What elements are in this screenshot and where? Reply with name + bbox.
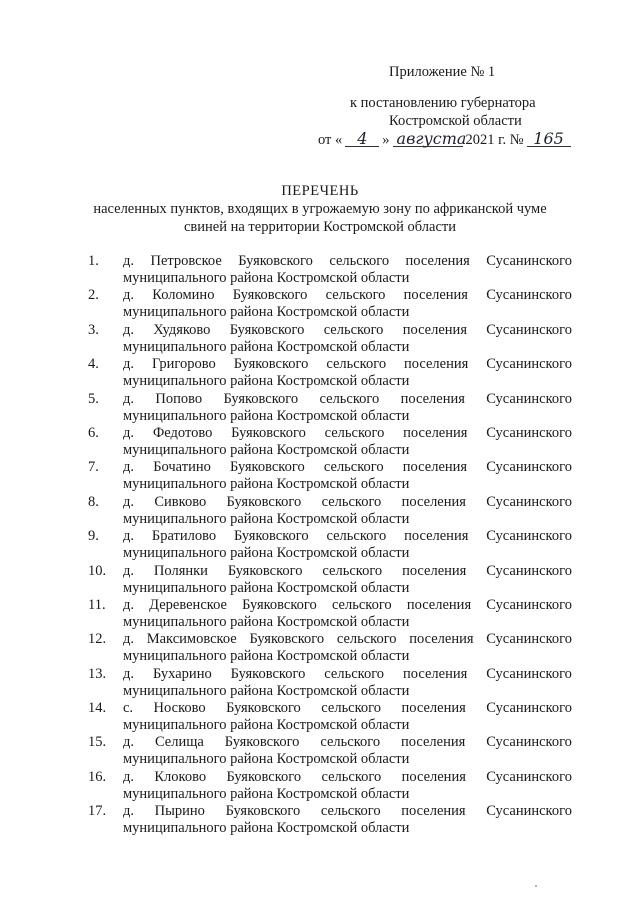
list-item-word: Буяковского [230,459,305,476]
appendix-decree-line: к постановлению губернатора [350,95,536,111]
list-item-word: сельского [320,803,381,820]
list-item-word: Буяковского [238,253,313,269]
list-item-word: д. [123,562,135,579]
list-item-number: 11. [88,596,106,613]
document-subtitle-line2: свиней на территории Костромской области [183,219,457,235]
list-item [88,459,572,493]
list-item-word: Коломино [152,287,215,304]
list-item-line1 [123,528,572,545]
list-item-word: сельского [326,528,387,545]
list-item-word: Сусанинского [486,287,572,304]
list-item-line2: муниципального района Костромской области [123,579,410,596]
list-item-word: Селища [154,734,204,751]
list-item-word: д. [123,287,135,304]
list-item-word: поселения [403,424,468,441]
list-item [88,734,572,768]
list-item-word: Носково [153,700,206,717]
list-item-word: поселения [401,700,466,717]
list-item-word: д. [123,356,135,373]
list-item-word: Буяковского [233,356,309,373]
list-item-word: Худяково [153,321,211,338]
list-item-word: Буяковского [226,493,302,510]
appendix-number: Приложение № 1 [389,64,496,80]
list-item-line1 [123,631,572,648]
list-item-word: Сусанинского [486,424,572,441]
list-item-word: Сусанинского [486,562,572,579]
list-item-number: 17. [88,803,107,820]
list-item-line1 [123,700,572,717]
list-item-word: д. [123,528,135,545]
list-item-word: поселения [409,631,474,648]
list-item-word: д. [123,459,135,476]
list-item [88,322,572,356]
list-item [88,391,572,425]
list-item-line2: муниципального района Костромской области [123,441,410,458]
list-item [88,356,572,390]
list-item-line1 [123,563,572,580]
list-item-word: поселения [401,768,466,785]
list-item-line1 [123,597,572,614]
date-year: 2021 г. № [465,132,524,148]
document-subtitle-line1: населенных пунктов, входящих в угрожаемую зону по африканской чуме [93,201,547,217]
list-item-line2: муниципального района Костромской области [123,407,410,424]
list-item-word: д. [123,596,135,613]
list-item-word: д. [123,734,135,751]
list-item-number: 5. [88,390,99,407]
list-item-word: поселения [400,390,465,407]
list-item-line2: муниципального района Костромской области [123,613,410,630]
list-item-word: сельского [321,700,382,717]
list-item [88,563,572,597]
list-item-word: Сусанинского [486,665,572,682]
list-item-number: 16. [88,768,107,785]
list-item-line1 [123,356,572,373]
list-item-word: д. [123,253,135,269]
list-item-word: д. [123,493,135,510]
list-item-line1 [123,391,572,408]
list-item-word: Буяковского [227,562,303,579]
list-item-word: Петровское [150,253,222,269]
list-item [88,631,572,665]
list-item-word: поселения [406,596,472,613]
list-item-number: 4. [88,356,99,373]
list-item-line2: муниципального района Костромской области [123,820,410,837]
handwritten-day: 4 [345,131,379,147]
list-item-number: 2. [88,287,99,304]
list-item [88,666,572,700]
list-item-word: Клоково [154,768,207,785]
list-item-word: Бочатино [153,459,211,476]
list-item-word: сельского [326,356,387,373]
list-item-word: Сусанинского [486,321,572,338]
list-item [88,253,572,287]
list-item-word: Буяковского [230,665,306,682]
list-item-word: поселения [404,356,469,373]
list-item-line2: муниципального района Костромской области [123,682,410,699]
list-item-word: сельского [324,424,385,441]
list-item-word: Григорово [151,356,216,373]
list-item [88,425,572,459]
list-item-word: Сусанинского [486,734,572,751]
list-item-word: Буяковского [231,424,306,441]
list-item-number: 12. [88,631,107,648]
list-item-word: Сусанинского [486,803,572,820]
appendix-region-line: Костромской области [389,113,522,129]
list-item-word: сельского [321,768,382,785]
list-item-line2: муниципального района Костромской области [123,338,410,355]
list-item [88,494,572,528]
list-item-line1 [123,253,572,270]
list-item-number: 15. [88,734,107,751]
list-item-word: Пырино [154,803,205,820]
document-title: ПЕРЕЧЕНЬ [281,183,359,199]
list-item [88,528,572,562]
list-item-number: 6. [88,424,99,441]
list-item-word: поселения [402,562,467,579]
list-item-line1 [123,803,572,820]
list-item-word: Максимовское [146,631,237,648]
list-item [88,700,572,734]
list-item-word: Сусанинского [486,528,572,545]
list-item-word: Федотово [152,424,213,441]
list-item-word: д. [123,424,135,441]
list-item-word: Сусанинского [486,768,572,785]
list-item-number: 1. [88,253,99,269]
list-item [88,769,572,803]
list-item-word: Попово [155,390,203,407]
list-item-word: д. [123,390,135,407]
list-item-word: Сусанинского [486,356,572,373]
list-item-word: Сусанинского [486,631,572,648]
list-item-line2: муниципального района Костромской области [123,785,410,802]
list-item-word: Буяковского [233,528,309,545]
list-item-word: сельского [336,631,397,648]
list-item-word: Буяковского [249,631,325,648]
list-item-word: Буяковского [232,287,308,304]
list-item-word: Буяковского [223,390,299,407]
list-item-line2: муниципального района Костромской области [123,270,410,286]
list-item-number: 10. [88,562,107,579]
list-item-line2: муниципального района Костромской области [123,717,410,734]
list-item-word: сельского [323,459,384,476]
list-item-word: д. [123,665,135,682]
list-item-line1 [123,322,572,339]
list-item-word: поселения [405,253,470,269]
list-item-line1 [123,494,572,511]
list-item-word: д. [123,321,135,338]
list-item-word: сельского [319,390,380,407]
date-prefix: от « [318,132,343,148]
list-item-word: сельского [321,493,382,510]
list-item-line1 [123,734,572,751]
list-item-word: Сусанинского [486,459,572,476]
handwritten-month: августа [393,131,463,147]
list-item-word: сельского [329,253,390,269]
list-item-word: поселения [403,287,468,304]
list-item-line2: муниципального района Костромской области [123,510,410,527]
list-item-word: д. [123,803,135,820]
list-item-word: поселения [401,734,466,751]
list-item-line1 [123,459,572,476]
list-item-word: Буяковского [224,734,300,751]
list-item-line1 [123,666,572,683]
list-item-word: поселения [402,321,467,338]
list-item-word: сельского [322,562,383,579]
list-item-line2: муниципального района Костромской области [123,476,410,493]
list-item-line2: муниципального района Костромской области [123,304,410,321]
list-item-word: Сусанинского [486,596,572,613]
list-item-word: Сусанинского [486,493,572,510]
appendix-date-line [318,131,571,149]
settlement-list [88,253,572,838]
list-item-word: Полянки [153,562,208,579]
list-item-word: сельского [324,665,385,682]
list-item-number: 3. [88,321,99,338]
list-item-word: сельского [323,321,384,338]
list-item-word: поселения [401,493,466,510]
list-item-line2: муниципального района Костромской области [123,545,410,562]
list-item-line1 [123,287,572,304]
list-item-word: Бухарино [152,665,212,682]
list-item-word: поселения [402,459,468,476]
list-item-word: с. [123,700,134,717]
list-item-word: поселения [402,665,468,682]
list-item-word: Буяковского [242,596,317,613]
scan-speck [535,885,537,887]
list-item-number: 9. [88,528,99,545]
list-item-line2: муниципального района Костромской области [123,648,410,665]
list-item-word: Деревенское [149,596,227,613]
list-item-number: 8. [88,493,99,510]
list-item-word: д. [123,768,135,785]
list-item-word: сельского [325,287,386,304]
list-item-word: Буяковского [226,700,301,717]
list-item-word: Буяковского [229,321,305,338]
handwritten-decree-number: 165 [527,131,571,147]
list-item-line2: муниципального района Костромской области [123,751,410,768]
list-item [88,287,572,321]
list-item-word: Братилово [151,528,217,545]
list-item-word: поселения [401,803,466,820]
list-item-number: 7. [88,459,99,476]
list-item [88,803,572,837]
list-item-word: Буяковского [226,768,302,785]
list-item-word: сельского [331,596,392,613]
list-item-word: Сивково [154,493,207,510]
list-item-line1 [123,425,572,442]
list-item-word: Сусанинского [486,253,572,269]
list-item-word: Буяковского [225,803,301,820]
list-item [88,597,572,631]
list-item-number: 13. [88,665,107,682]
list-item-word: д. [123,631,135,648]
list-item-word: поселения [404,528,469,545]
date-mid: » [382,132,390,148]
list-item-line1 [123,769,572,786]
list-item-number: 14. [88,700,107,717]
list-item-line2: муниципального района Костромской области [123,373,410,390]
list-item-word: Сусанинского [486,700,572,717]
list-item-word: Сусанинского [486,390,572,407]
list-item-word: сельского [320,734,381,751]
